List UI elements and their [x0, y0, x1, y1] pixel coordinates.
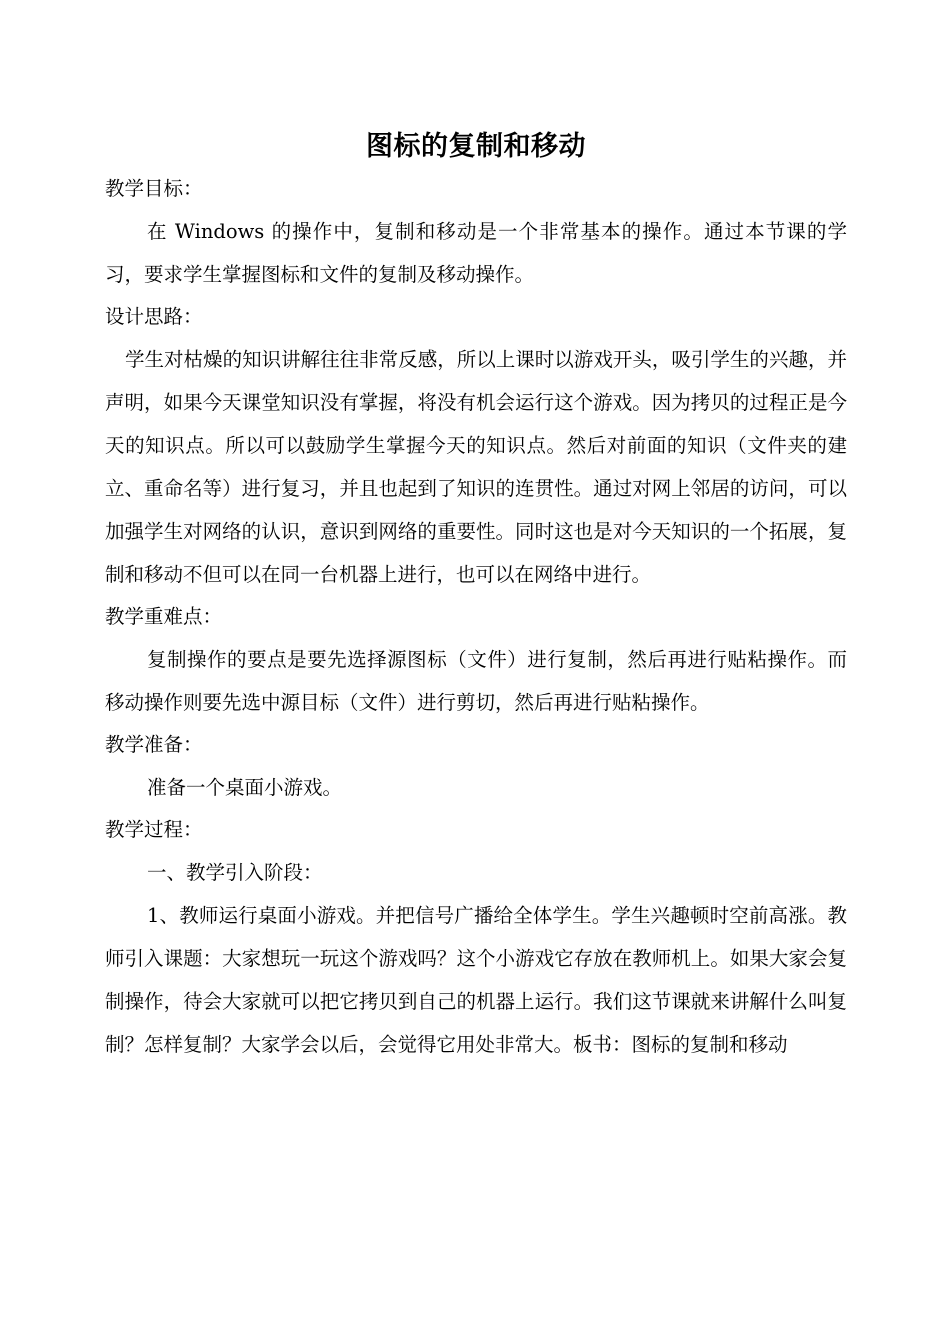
key-points-heading: 教学重难点：	[105, 605, 223, 628]
document-title: 图标的复制和移动	[366, 131, 586, 162]
design-paragraph: 学生对枯燥的知识讲解往往非常反感，所以上课时以游戏开头，吸引学生的兴趣，并声明，如果今天课堂知识没有掌握，将没有机会运行这个游戏。因为拷贝的过程正是今天的知识点。所以可以鼓励学生掌握今天的知识点。然后对前面的知识（文件夹的建立、重命名等）进行复习，并且也起到了知识的连贯性。通过对网上邻居的访问，可以加强学生对网络的认识，意识到网络的重要性。同时这也是对今天知识的一个拓展，复制和移动不但可以在同一台机器上进行，也可以在网络中进行。	[105, 348, 847, 586]
preparation-heading: 教学准备：	[105, 733, 203, 756]
preparation-paragraph: 准备一个桌面小游戏。	[147, 776, 343, 799]
goal-heading: 教学目标：	[105, 177, 203, 200]
goal-paragraph: 在 Windows 的操作中，复制和移动是一个非常基本的操作。通过本节课的学习，要求学生掌握图标和文件的复制及移动操作。	[105, 220, 847, 286]
key-points-paragraph: 复制操作的要点是要先选择源图标（文件）进行复制，然后再进行贴粘操作。而移动操作则要先选中源目标（文件）进行剪切，然后再进行贴粘操作。	[105, 648, 847, 714]
process-item-paragraph: 1、教师运行桌面小游戏。并把信号广播给全体学生。学生兴趣顿时空前高涨。教师引入课题：大家想玩一玩这个游戏吗？这个小游戏它存放在教师机上。如果大家会复制操作，待会大家就可以把它拷贝到自己的机器上运行。我们这节课就来讲解什么叫复制？怎样复制？大家学会以后，会觉得它用处非常大。板书：图标的复制和移动	[105, 904, 847, 1056]
document-body	[105, 126, 847, 1066]
process-heading: 教学过程：	[105, 818, 203, 841]
design-heading: 设计思路：	[105, 305, 203, 328]
process-step-heading: 一、教学引入阶段：	[147, 861, 323, 884]
